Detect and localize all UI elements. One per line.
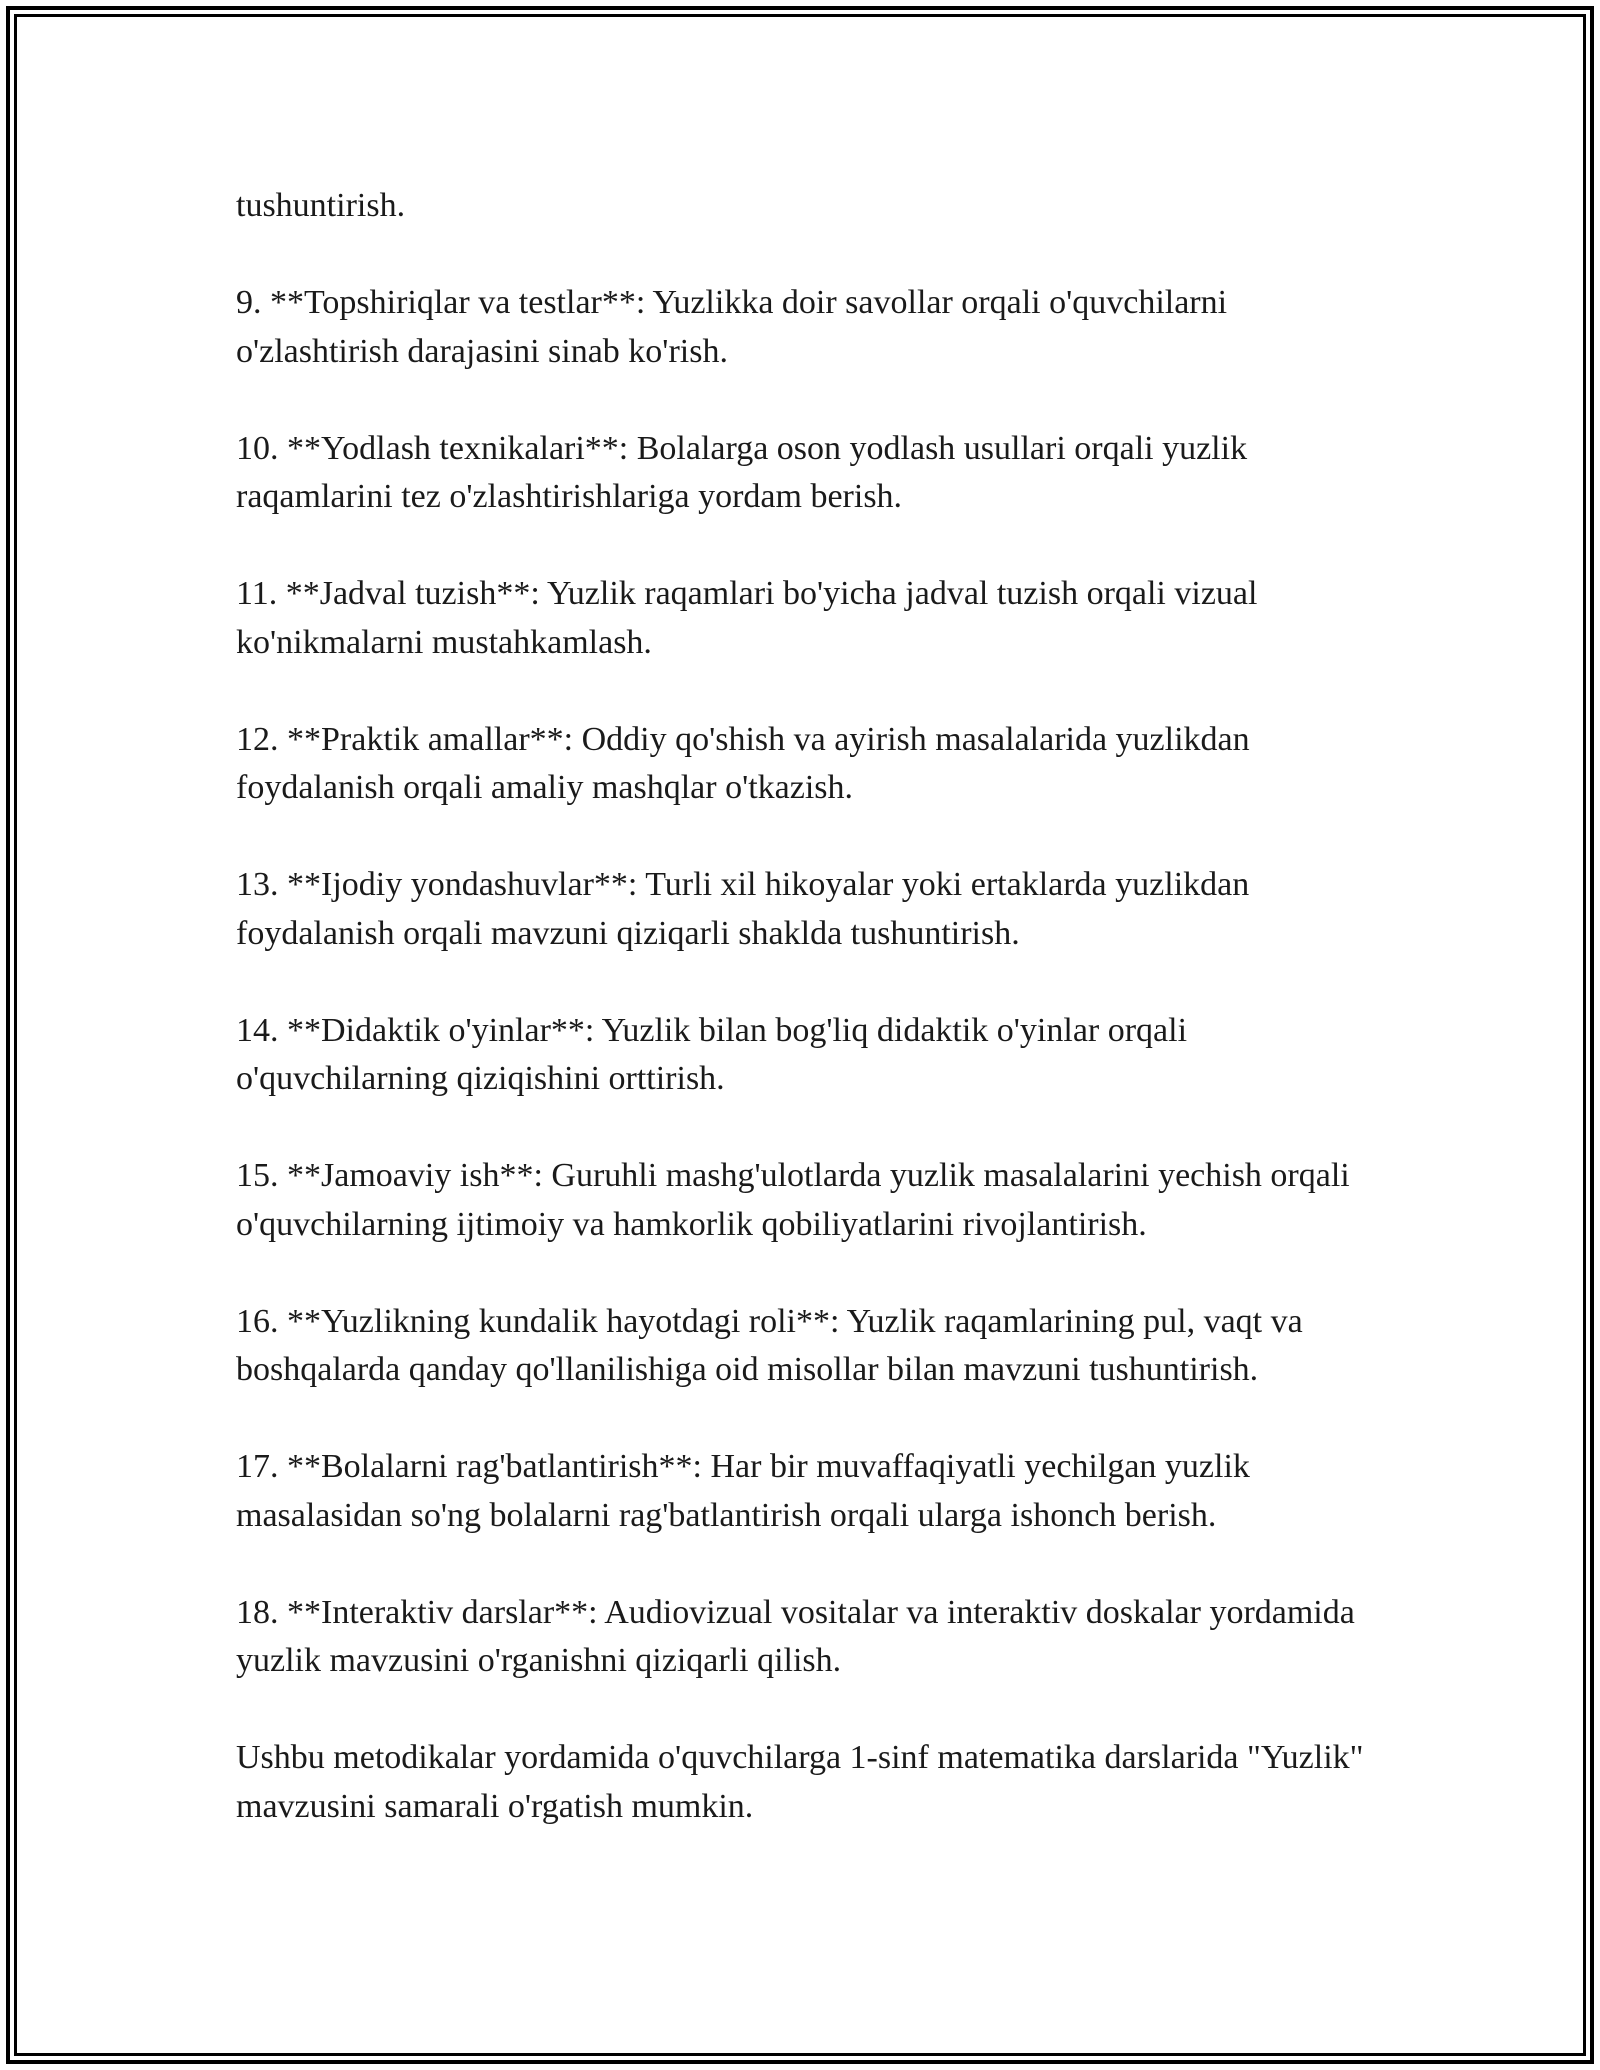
list-item-18: 18. **Interaktiv darslar**: Audiovizual vositalar va interaktiv doskalar yordamida yuzlik mavzusini o'rganishni qiziqarli qilish. xyxy=(236,1593,1355,1679)
conclusion-paragraph: Ushbu metodikalar yordamida o'quvchilarga 1-sinf matematika darslarida "Yuzlik" mavzusini samarali o'rgatish mumkin. xyxy=(236,1739,1364,1825)
list-item-9: 9. **Topshiriqlar va testlar**: Yuzlikka doir savollar orqali o'quvchilarni o'zlashtirish darajasini sinab ko'rish. xyxy=(236,284,1228,370)
list-item-11: 11. **Jadval tuzish**: Yuzlik raqamlari bo'yicha jadval tuzish orqali vizual ko'nikmalarni mustahkamlash. xyxy=(236,575,1258,661)
document-body xyxy=(236,182,1371,1880)
list-item-15: 15. **Jamoaviy ish**: Guruhli mashg'ulotlarda yuzlik masalalarini yechish orqali o'quvchilarning ijtimoiy va hamkorlik qobiliyatlarini rivojlantirish. xyxy=(236,1157,1350,1243)
list-item-12: 12. **Praktik amallar**: Oddiy qo'shish va ayirish masalalarida yuzlikdan foydalanish orqali amaliy mashqlar o'tkazish. xyxy=(236,720,1250,806)
paragraph-continuation: tushuntirish. xyxy=(236,187,406,224)
list-item-10: 10. **Yodlash texnikalari**: Bolalarga oson yodlash usullari orqali yuzlik raqamlarini tez o'zlashtirishlariga yordam berish. xyxy=(236,429,1248,515)
list-item-14: 14. **Didaktik o'yinlar**: Yuzlik bilan bog'liq didaktik o'yinlar orqali o'quvchilarning qiziqishini orttirish. xyxy=(236,1011,1188,1097)
list-item-17: 17. **Bolalarni rag'batlantirish**: Har bir muvaffaqiyatli yechilgan yuzlik masalasidan so'ng bolalarni rag'batlantirish orqali ularga ishonch berish. xyxy=(236,1448,1250,1534)
list-item-16: 16. **Yuzlikning kundalik hayotdagi roli**: Yuzlik raqamlarining pul, vaqt va boshqalarda qanday qo'llanilishiga oid misollar bilan mavzuni tushuntirish. xyxy=(236,1302,1303,1388)
list-item-13: 13. **Ijodiy yondashuvlar**: Turli xil hikoyalar yoki ertaklarda yuzlikdan foydalanish orqali mavzuni qiziqarli shaklda tushuntirish. xyxy=(236,866,1250,952)
